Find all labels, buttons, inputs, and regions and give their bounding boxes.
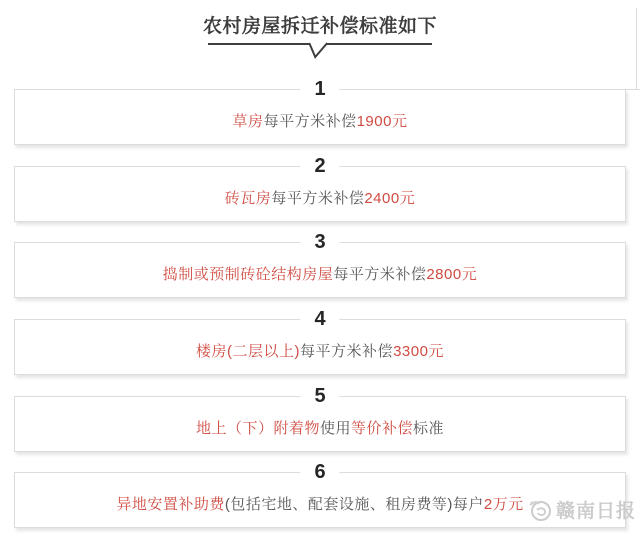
item-text-segment: 等价补偿 — [351, 420, 414, 437]
item-text — [196, 340, 444, 361]
item-text — [225, 187, 415, 208]
item-text-segment: 砖瓦房 — [224, 190, 272, 207]
compensation-item — [14, 231, 626, 298]
compensation-item — [14, 308, 626, 375]
item-text-segment: (包括宅地、配套设施、租房费等)每户 — [224, 496, 484, 513]
item-text — [233, 110, 408, 131]
item-text-segment: 每平方米补偿 — [300, 343, 394, 360]
item-text-segment: 3300元 — [393, 343, 444, 360]
compensation-item — [14, 385, 626, 452]
item-text-segment: 异地安置补助费 — [116, 496, 225, 513]
item-number: 2 — [300, 155, 339, 177]
page-title: 农村房屋拆迁补偿标准如下 — [202, 16, 437, 37]
item-text-segment: 标准 — [413, 420, 445, 437]
item-text-segment: 2400元 — [364, 190, 416, 207]
item-text-segment: 地上（下）附着物 — [195, 420, 320, 437]
compensation-item — [14, 155, 626, 222]
item-text — [116, 493, 523, 514]
item-number: 6 — [300, 461, 339, 483]
item-text-segment: 捣制或预制砖砼结构房屋 — [162, 266, 334, 283]
item-text — [163, 263, 477, 284]
item-text-segment: 2800元 — [426, 266, 478, 283]
frame-border-horizontal — [625, 89, 640, 90]
item-number: 5 — [300, 385, 339, 407]
watermark-text: 赣南日报 — [556, 501, 637, 522]
item-text-segment: 1900元 — [356, 113, 408, 130]
newspaper-logo-icon — [527, 497, 553, 523]
item-number: 3 — [300, 231, 339, 253]
item-number: 4 — [300, 308, 339, 330]
item-text-segment: 2万元 — [483, 496, 524, 513]
item-text-segment: 楼房(二层以上) — [196, 343, 301, 360]
compensation-item — [14, 78, 626, 145]
item-text-segment: 每平方米补偿 — [333, 266, 427, 283]
item-text-segment: 草房 — [232, 113, 264, 130]
item-text-segment: 每平方米补偿 — [263, 113, 357, 130]
watermark — [527, 496, 636, 523]
frame-border-vertical — [636, 8, 637, 89]
item-text-segment: 使用 — [319, 420, 351, 437]
item-number: 1 — [300, 78, 339, 100]
item-text-segment: 每平方米补偿 — [271, 190, 365, 207]
item-text — [196, 417, 444, 438]
